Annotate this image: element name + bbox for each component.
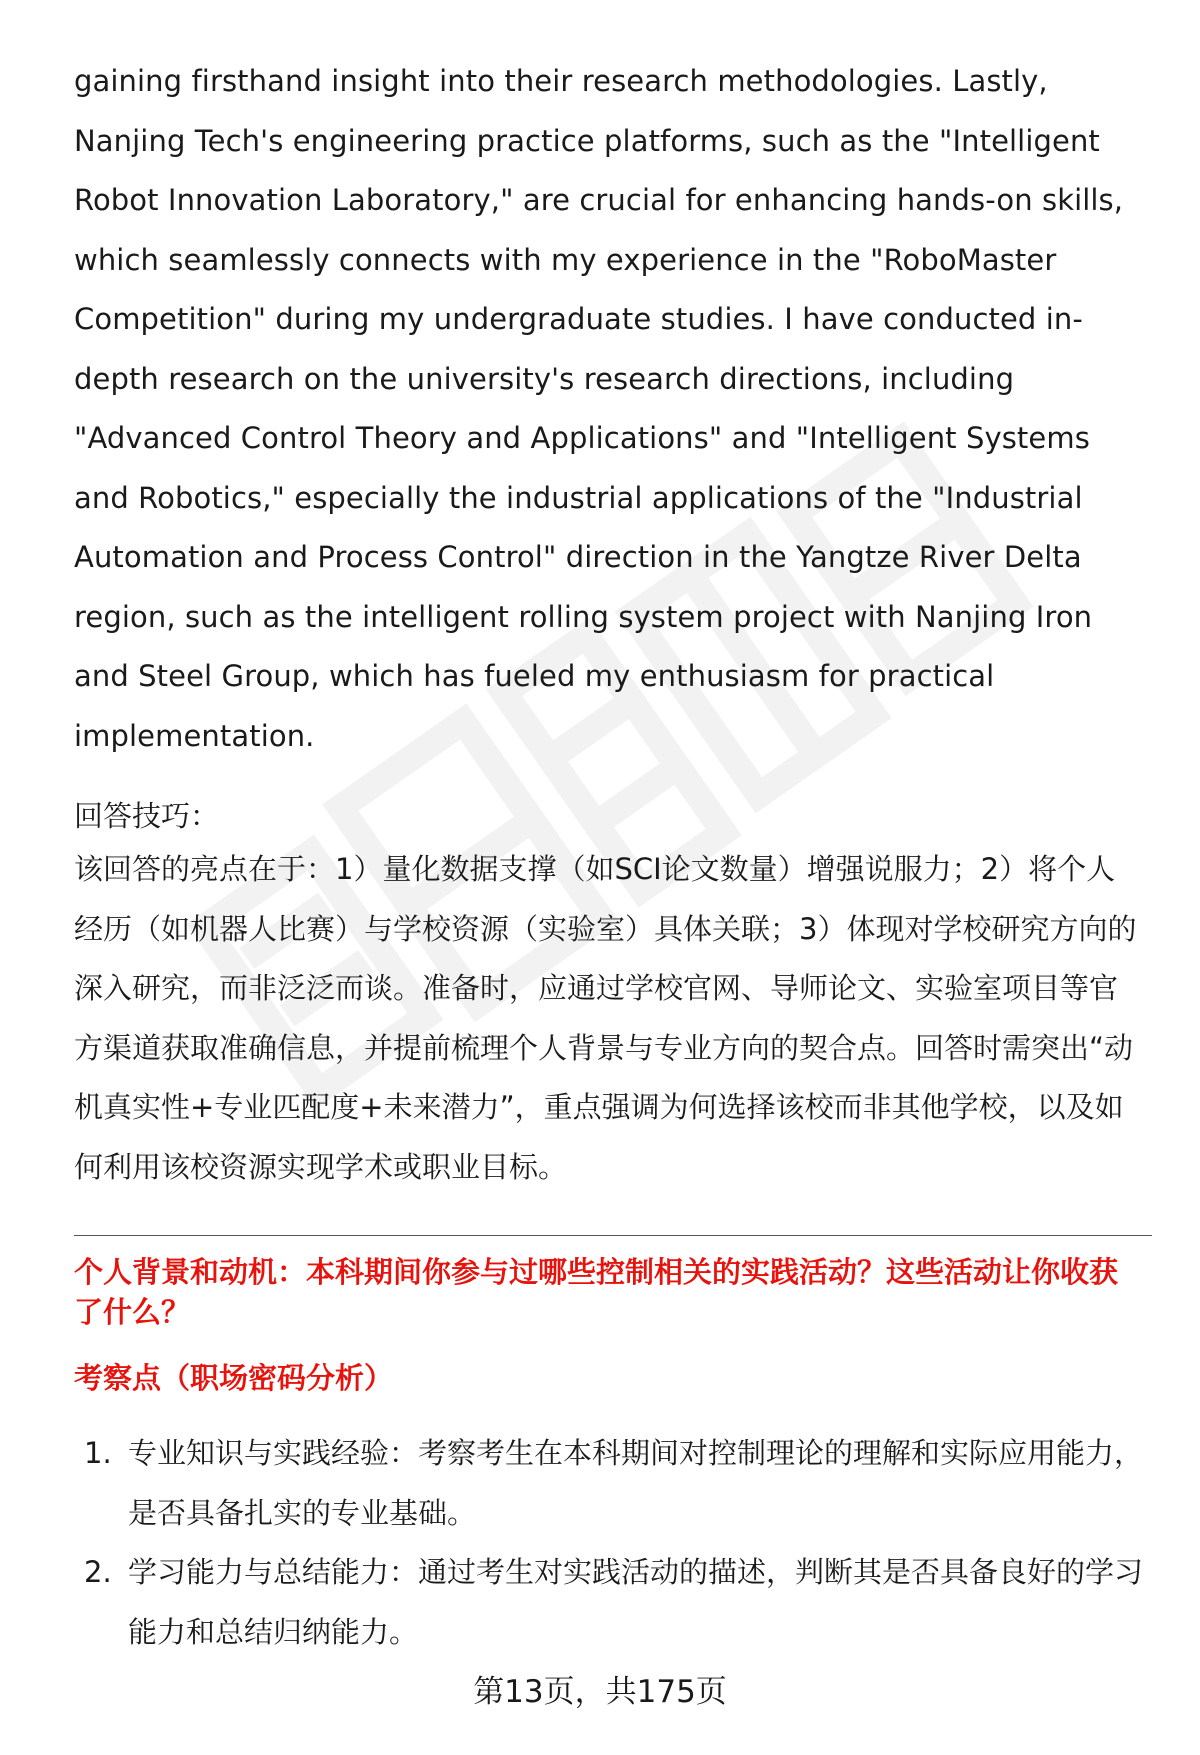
tips-label: 回答技巧： [74,799,220,833]
list-item-text: 专业知识与实践经验：考察考生在本科期间对控制理论的理解和实际应用能力，是否具备扎实的专业基础。 [128,1436,1144,1530]
list-item-number: 2. [84,1555,112,1589]
question-heading: 个人背景和动机：本科期间你参与过哪些控制相关的实践活动？这些活动让你收获了什么？ [74,1255,1119,1329]
section-divider [74,1235,1152,1236]
list-item-number: 1. [84,1436,112,1470]
tips-paragraph: 该回答的亮点在于：1）量化数据支撑（如SCI论文数量）增强说服力；2）将个人经历（如机器人比赛）与学校资源（实验室）具体关联；3）体现对学校研究方向的深入研究，而非泛泛而谈。准备时，应通过学校官网、导师论文、实验室项目等官方渠道获取准确信息，并提前梳理个人背景与专业方向的契合点。回答时需突出“动机真实性+专业匹配度+未来潜力”，重点强调为何选择该校而非其他学校，以及如何利用该校资源实现学术或职业目标。 [74,852,1137,1184]
english-paragraph: gaining firsthand insight into their research methodologies. Lastly, Nanjing Tech's engineering practice platforms, such as the "Intelligent Robot Innovation Laboratory," are crucial for enhancing hands-on skills, which seamlessly connects with my experience in the "RoboMaster Competition" during my undergraduate studies. I have conducted in-depth research on the university's research directions, including "Advanced Control Theory and Applications" and "Intelligent Systems and Robotics," especially the industrial applications of the "Industrial Automation and Process Control" direction in the Yangtze River Delta region, such as the intelligent rolling system project with Nanjing Iron and Steel Group, which has fueled my enthusiasm for practical implementation. [74,64,1124,753]
list-item-text: 学习能力与总结能力：通过考生对实践活动的描述，判断其是否具备良好的学习能力和总结归纳能力。 [128,1555,1144,1649]
page-content [74,52,1144,1662]
page-footer: 第13页，共175页 [473,1674,727,1710]
list-item [74,1424,1144,1543]
list-item [74,1543,1144,1662]
assessment-points-list [74,1424,1144,1662]
assessment-points-heading: 考察点（职场密码分析） [74,1361,394,1395]
